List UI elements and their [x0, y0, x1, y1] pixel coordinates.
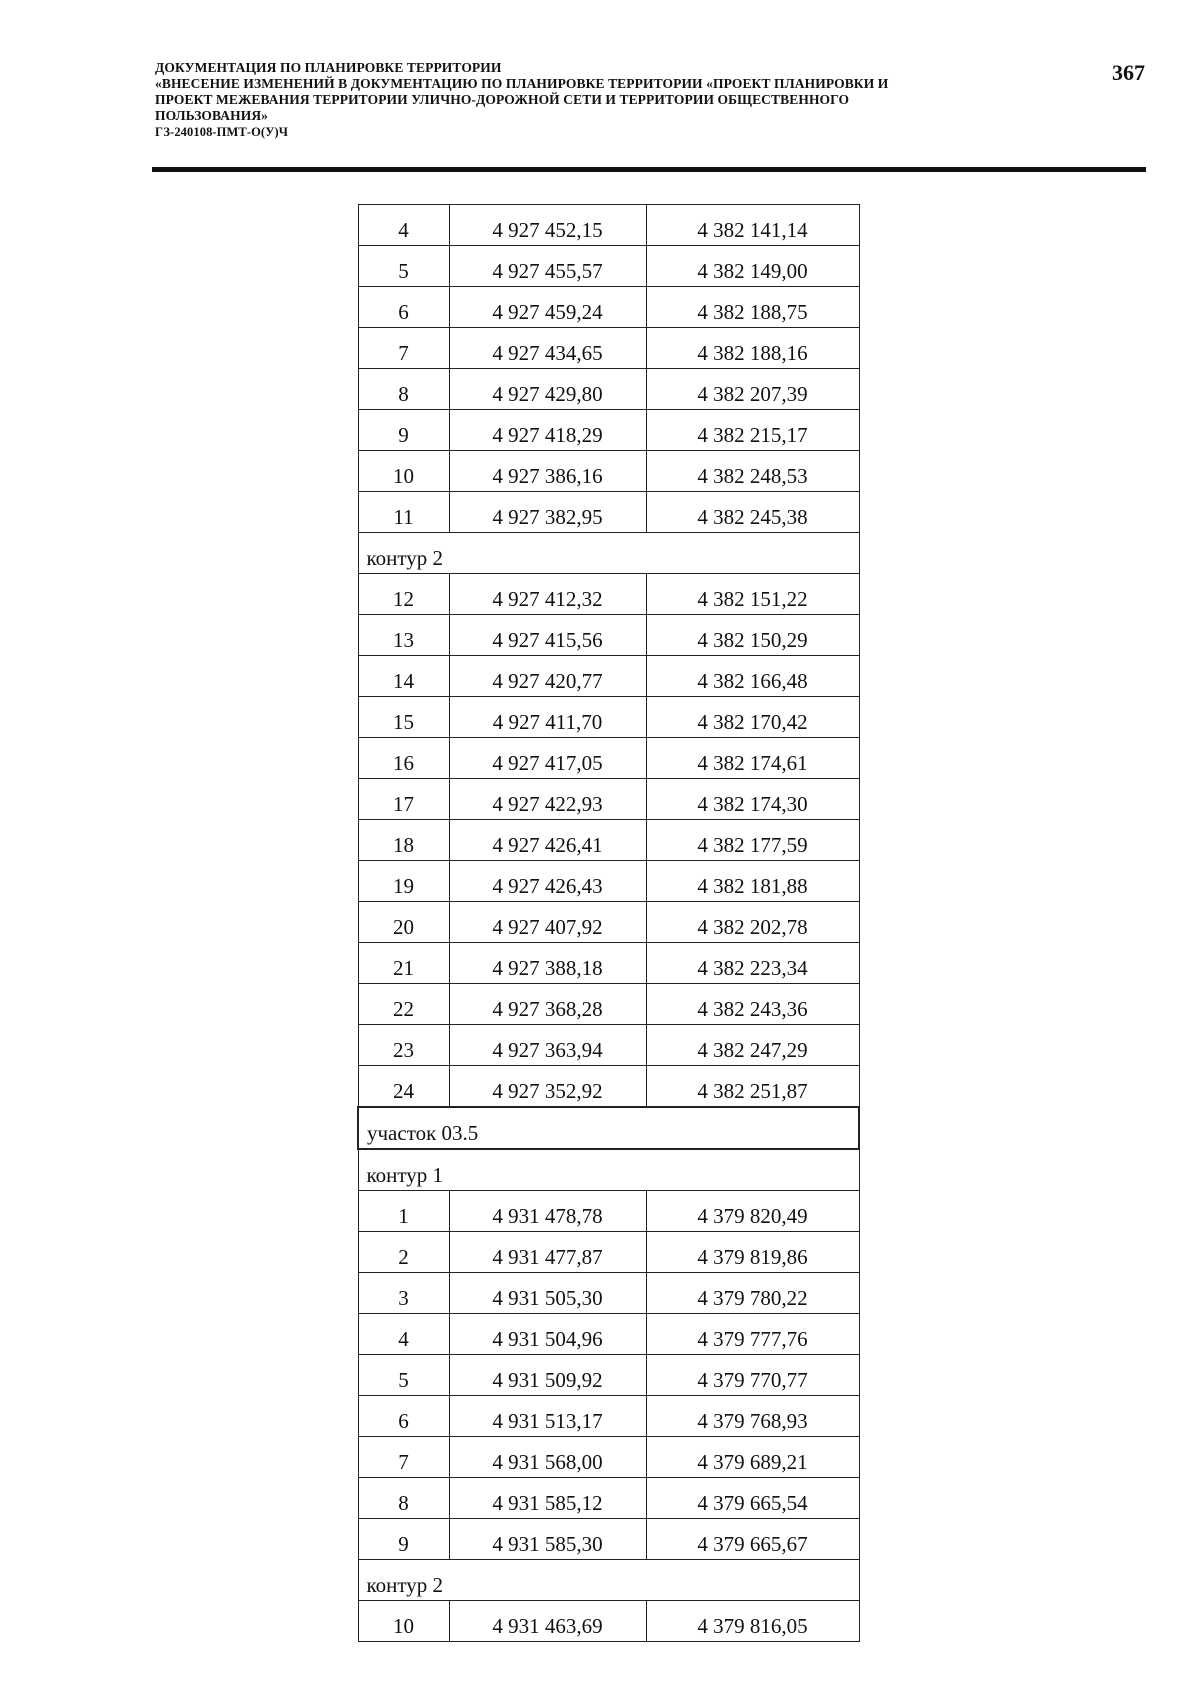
y-coordinate-cell: 4 382 174,61 — [646, 738, 859, 779]
x-coordinate-cell: 4 927 459,24 — [449, 287, 646, 328]
x-coordinate-cell: 4 927 452,15 — [449, 205, 646, 246]
point-number-cell: 6 — [358, 287, 449, 328]
x-coordinate-cell: 4 927 426,41 — [449, 820, 646, 861]
table-row — [358, 1066, 859, 1108]
y-coordinate-cell: 4 382 174,30 — [646, 779, 859, 820]
x-coordinate-cell: 4 927 352,92 — [449, 1066, 646, 1108]
x-coordinate-cell: 4 931 504,96 — [449, 1314, 646, 1355]
section-label: участок 03.5 — [358, 1107, 859, 1149]
point-number-cell: 9 — [358, 1519, 449, 1560]
x-coordinate-cell: 4 931 568,00 — [449, 1437, 646, 1478]
x-coordinate-cell: 4 927 388,18 — [449, 943, 646, 984]
table-row — [358, 820, 859, 861]
x-coordinate-cell: 4 927 411,70 — [449, 697, 646, 738]
coordinates-table — [357, 204, 860, 1642]
y-coordinate-cell: 4 382 177,59 — [646, 820, 859, 861]
table-row — [358, 574, 859, 615]
y-coordinate-cell: 4 382 181,88 — [646, 861, 859, 902]
x-coordinate-cell: 4 931 513,17 — [449, 1396, 646, 1437]
table-row — [358, 861, 859, 902]
header-line: ПРОЕКТ МЕЖЕВАНИЯ ТЕРРИТОРИИ УЛИЧНО-ДОРОЖНОЙ СЕТИ И ТЕРРИТОРИИ ОБЩЕСТВЕННОГО — [155, 92, 850, 107]
x-coordinate-cell: 4 927 434,65 — [449, 328, 646, 369]
y-coordinate-cell: 4 382 141,14 — [646, 205, 859, 246]
point-number-cell: 18 — [358, 820, 449, 861]
x-coordinate-cell: 4 927 386,16 — [449, 451, 646, 492]
table-row — [358, 1437, 859, 1478]
contour-label: контур 2 — [358, 1560, 859, 1601]
header-line: «ВНЕСЕНИЕ ИЗМЕНЕНИЙ В ДОКУМЕНТАЦИЮ ПО ПЛАНИРОВКЕ ТЕРРИТОРИИ «ПРОЕКТ ПЛАНИРОВКИ И — [155, 76, 889, 91]
y-coordinate-cell: 4 382 151,22 — [646, 574, 859, 615]
point-number-cell: 15 — [358, 697, 449, 738]
contour-row — [358, 1560, 859, 1601]
table-row — [358, 1601, 859, 1642]
x-coordinate-cell: 4 931 585,12 — [449, 1478, 646, 1519]
y-coordinate-cell: 4 382 188,75 — [646, 287, 859, 328]
table-row — [358, 1232, 859, 1273]
y-coordinate-cell: 4 382 150,29 — [646, 615, 859, 656]
table-row — [358, 1273, 859, 1314]
table-row — [358, 1191, 859, 1232]
y-coordinate-cell: 4 379 820,49 — [646, 1191, 859, 1232]
coordinates-table-body — [358, 205, 859, 1642]
header-line: ПОЛЬЗОВАНИЯ» — [155, 108, 269, 123]
table-row — [358, 492, 859, 533]
x-coordinate-cell: 4 927 363,94 — [449, 1025, 646, 1066]
table-row — [358, 1478, 859, 1519]
y-coordinate-cell: 4 379 816,05 — [646, 1601, 859, 1642]
point-number-cell: 14 — [358, 656, 449, 697]
contour-row — [358, 1149, 859, 1191]
x-coordinate-cell: 4 927 429,80 — [449, 369, 646, 410]
x-coordinate-cell: 4 927 412,32 — [449, 574, 646, 615]
y-coordinate-cell: 4 382 149,00 — [646, 246, 859, 287]
point-number-cell: 10 — [358, 1601, 449, 1642]
header-line: ДОКУМЕНТАЦИЯ ПО ПЛАНИРОВКЕ ТЕРРИТОРИИ — [155, 60, 502, 75]
y-coordinate-cell: 4 379 780,22 — [646, 1273, 859, 1314]
point-number-cell: 17 — [358, 779, 449, 820]
y-coordinate-cell: 4 379 665,67 — [646, 1519, 859, 1560]
y-coordinate-cell: 4 382 243,36 — [646, 984, 859, 1025]
y-coordinate-cell: 4 382 170,42 — [646, 697, 859, 738]
point-number-cell: 7 — [358, 328, 449, 369]
contour-label: контур 1 — [358, 1149, 859, 1191]
point-number-cell: 24 — [358, 1066, 449, 1108]
x-coordinate-cell: 4 931 509,92 — [449, 1355, 646, 1396]
header-divider — [152, 167, 1146, 172]
y-coordinate-cell: 4 382 251,87 — [646, 1066, 859, 1108]
point-number-cell: 4 — [358, 1314, 449, 1355]
table-row — [358, 1519, 859, 1560]
document-header — [155, 60, 1055, 140]
y-coordinate-cell: 4 379 770,77 — [646, 1355, 859, 1396]
x-coordinate-cell: 4 927 382,95 — [449, 492, 646, 533]
point-number-cell: 20 — [358, 902, 449, 943]
point-number-cell: 5 — [358, 1355, 449, 1396]
table-row — [358, 697, 859, 738]
y-coordinate-cell: 4 379 689,21 — [646, 1437, 859, 1478]
x-coordinate-cell: 4 927 420,77 — [449, 656, 646, 697]
table-row — [358, 984, 859, 1025]
table-row — [358, 1355, 859, 1396]
table-row — [358, 902, 859, 943]
table-row — [358, 615, 859, 656]
table-row — [358, 779, 859, 820]
x-coordinate-cell: 4 931 585,30 — [449, 1519, 646, 1560]
y-coordinate-cell: 4 379 819,86 — [646, 1232, 859, 1273]
point-number-cell: 5 — [358, 246, 449, 287]
y-coordinate-cell: 4 382 188,16 — [646, 328, 859, 369]
x-coordinate-cell: 4 927 426,43 — [449, 861, 646, 902]
x-coordinate-cell: 4 927 422,93 — [449, 779, 646, 820]
table-row — [358, 656, 859, 697]
table-row — [358, 451, 859, 492]
table-row — [358, 943, 859, 984]
table-row — [358, 1396, 859, 1437]
x-coordinate-cell: 4 927 417,05 — [449, 738, 646, 779]
x-coordinate-cell: 4 927 407,92 — [449, 902, 646, 943]
x-coordinate-cell: 4 931 478,78 — [449, 1191, 646, 1232]
y-coordinate-cell: 4 382 202,78 — [646, 902, 859, 943]
section-row — [358, 1107, 859, 1149]
x-coordinate-cell: 4 931 505,30 — [449, 1273, 646, 1314]
y-coordinate-cell: 4 382 166,48 — [646, 656, 859, 697]
table-row — [358, 287, 859, 328]
y-coordinate-cell: 4 379 665,54 — [646, 1478, 859, 1519]
x-coordinate-cell: 4 931 463,69 — [449, 1601, 646, 1642]
table-row — [358, 205, 859, 246]
contour-row — [358, 533, 859, 574]
y-coordinate-cell: 4 382 247,29 — [646, 1025, 859, 1066]
document-code: ГЗ-240108-ПМТ-О(У)Ч — [155, 125, 289, 139]
page-number: 367 — [1112, 60, 1145, 85]
table-row — [358, 328, 859, 369]
table-row — [358, 738, 859, 779]
point-number-cell: 10 — [358, 451, 449, 492]
point-number-cell: 19 — [358, 861, 449, 902]
point-number-cell: 8 — [358, 1478, 449, 1519]
table-row — [358, 246, 859, 287]
point-number-cell: 4 — [358, 205, 449, 246]
contour-label: контур 2 — [358, 533, 859, 574]
x-coordinate-cell: 4 927 415,56 — [449, 615, 646, 656]
point-number-cell: 6 — [358, 1396, 449, 1437]
point-number-cell: 23 — [358, 1025, 449, 1066]
y-coordinate-cell: 4 382 245,38 — [646, 492, 859, 533]
point-number-cell: 12 — [358, 574, 449, 615]
point-number-cell: 1 — [358, 1191, 449, 1232]
x-coordinate-cell: 4 927 455,57 — [449, 246, 646, 287]
point-number-cell: 2 — [358, 1232, 449, 1273]
point-number-cell: 11 — [358, 492, 449, 533]
y-coordinate-cell: 4 382 215,17 — [646, 410, 859, 451]
point-number-cell: 13 — [358, 615, 449, 656]
y-coordinate-cell: 4 382 207,39 — [646, 369, 859, 410]
point-number-cell: 7 — [358, 1437, 449, 1478]
point-number-cell: 8 — [358, 369, 449, 410]
x-coordinate-cell: 4 927 368,28 — [449, 984, 646, 1025]
point-number-cell: 3 — [358, 1273, 449, 1314]
y-coordinate-cell: 4 379 768,93 — [646, 1396, 859, 1437]
y-coordinate-cell: 4 379 777,76 — [646, 1314, 859, 1355]
point-number-cell: 9 — [358, 410, 449, 451]
table-row — [358, 1314, 859, 1355]
y-coordinate-cell: 4 382 248,53 — [646, 451, 859, 492]
table-row — [358, 1025, 859, 1066]
point-number-cell: 21 — [358, 943, 449, 984]
table-row — [358, 369, 859, 410]
point-number-cell: 22 — [358, 984, 449, 1025]
y-coordinate-cell: 4 382 223,34 — [646, 943, 859, 984]
table-row — [358, 410, 859, 451]
x-coordinate-cell: 4 927 418,29 — [449, 410, 646, 451]
point-number-cell: 16 — [358, 738, 449, 779]
x-coordinate-cell: 4 931 477,87 — [449, 1232, 646, 1273]
